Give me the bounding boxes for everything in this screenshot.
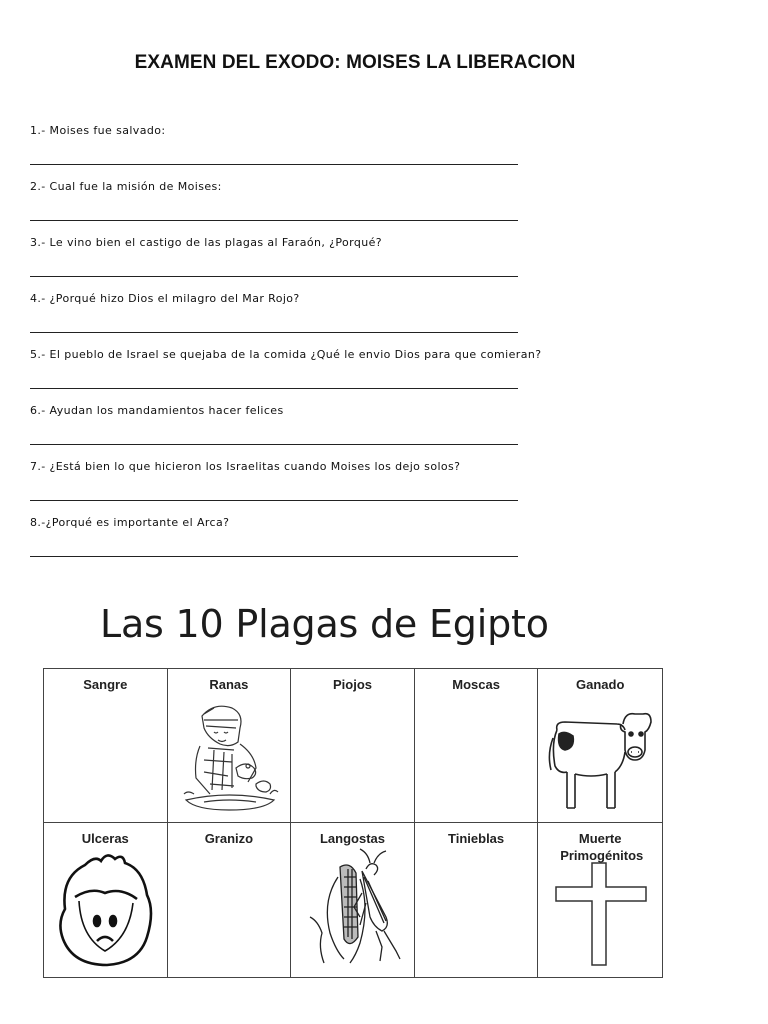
plague-cell-langostas (291, 823, 415, 977)
cross-icon (538, 857, 662, 971)
locust-corn-icon (291, 847, 414, 971)
plague-cell-ranas (168, 669, 292, 823)
question-7-text: 7.- ¿Está bien lo que hicieron los Israelitas cuando Moises los dejo solos? (30, 460, 461, 473)
question-6-text: 6.- Ayudan los mandamientos hacer felices (30, 404, 284, 417)
plague-cell-ulceras (44, 823, 168, 977)
answer-line-2[interactable] (30, 220, 518, 221)
question-1-text: 1.- Moises fue salvado: (30, 124, 166, 137)
question-4 (30, 292, 570, 342)
plague-label-ranas: Ranas (209, 677, 249, 692)
cow-icon (538, 704, 662, 816)
question-8 (30, 516, 570, 566)
answer-line-4[interactable] (30, 332, 518, 333)
plague-cell-granizo (168, 823, 292, 977)
question-7 (30, 460, 570, 510)
plague-cell-piojos (291, 669, 415, 823)
plague-label-moscas: Moscas (452, 677, 500, 692)
plague-cell-ganado (538, 669, 662, 823)
question-2 (30, 180, 570, 230)
plague-label-sangre: Sangre (83, 677, 128, 692)
question-5-text: 5.- El pueblo de Israel se quejaba de la comida ¿Qué le envio Dios para que comieran? (30, 348, 542, 361)
answer-line-3[interactable] (30, 276, 518, 277)
plague-label-muerte-primogenitos: Muerte Primogénitos (560, 831, 644, 863)
question-1 (30, 124, 570, 174)
question-3-text: 3.- Le vino bien el castigo de las plagas al Faraón, ¿Porqué? (30, 236, 383, 249)
question-8-text: 8.-¿Porqué es importante el Arca? (30, 516, 230, 529)
answer-line-7[interactable] (30, 500, 518, 501)
question-6 (30, 404, 570, 454)
plague-label-tinieblas: Tinieblas (448, 831, 505, 846)
answer-line-1[interactable] (30, 164, 518, 165)
answer-line-6[interactable] (30, 444, 518, 445)
plague-cell-muerte-primogenitos (538, 823, 662, 977)
frogs-pharaoh-icon (168, 698, 291, 816)
plague-label-ulceras: Ulceras (81, 831, 129, 846)
plague-cell-sangre (44, 669, 168, 823)
question-5 (30, 348, 570, 398)
plague-cell-moscas (415, 669, 539, 823)
plague-label-piojos: Piojos (332, 677, 372, 692)
question-4-text: 4.- ¿Porqué hizo Dios el milagro del Mar Rojo? (30, 292, 300, 305)
answer-line-5[interactable] (30, 388, 518, 389)
exam-title: EXAMEN DEL EXODO: MOISES LA LIBERACION (134, 52, 576, 73)
plague-label-langostas: Langostas (319, 831, 385, 846)
answer-line-8[interactable] (30, 556, 518, 557)
plagues-title: Las 10 Plagas de Egipto (100, 602, 549, 646)
sad-face-icon (44, 847, 167, 971)
plague-label-granizo: Granizo (204, 831, 254, 846)
question-2-text: 2.- Cual fue la misión de Moises: (30, 180, 222, 193)
plague-label-ganado: Ganado (575, 677, 625, 692)
plague-cell-tinieblas (415, 823, 539, 977)
question-3 (30, 236, 570, 286)
plagues-grid (43, 668, 663, 978)
